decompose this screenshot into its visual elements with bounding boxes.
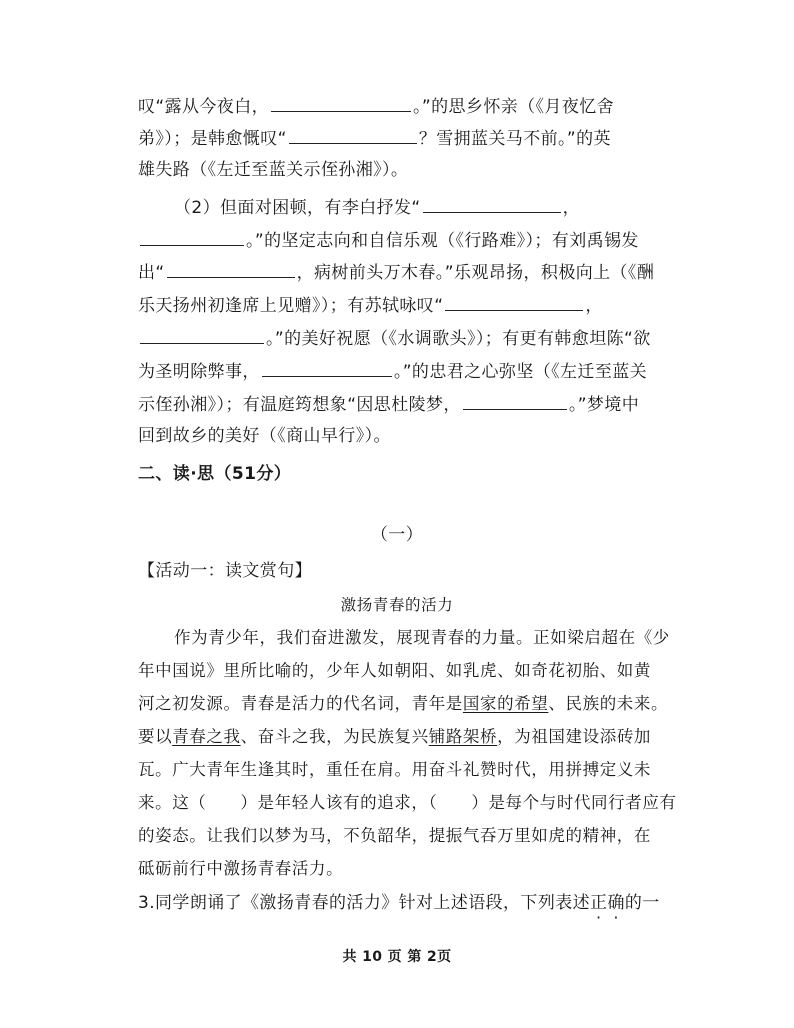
answer-blank[interactable] (167, 261, 295, 278)
text-line: 。”的坚定志向和自信乐观（《行路难》）；有刘禹锡发 (138, 229, 634, 252)
answer-blank[interactable] (140, 327, 264, 344)
answer-blank[interactable] (463, 393, 567, 410)
sub-heading: （一） (370, 525, 424, 545)
passage-title: 激扬青春的活力 (340, 596, 454, 614)
text-line: 回到故乡的美好（《商山早行》）。 (138, 426, 391, 446)
underlined-phrase: 铺路架桥 (428, 727, 498, 746)
underlined-phrase: 国家的希望 (462, 694, 549, 713)
answer-blank[interactable] (445, 294, 583, 311)
passage-line: 来。这（ ）是年轻人该有的追求，（ ）是每个与时代同行者应有 (138, 793, 677, 812)
underlined-phrase: 青春之我 (172, 727, 241, 746)
passage-line: 要以青春之我、奋斗之我，为民族复兴铺路架桥，为祖国建设添砖加 (138, 727, 652, 746)
answer-blank[interactable] (271, 95, 411, 112)
emphasis-char: 确 (607, 893, 625, 913)
text-line: 雄失路（《左迁至蓝关示侄孙湘》）。 (138, 160, 409, 180)
passage-line: 砥砺前行中激扬青春活力。 (138, 859, 344, 878)
passage-line: 作为青少年，我们奋进激发，展现青春的力量。正如梁启超在《少 (174, 628, 670, 647)
answer-blank[interactable] (140, 229, 244, 246)
text-line: 为圣明除弊事， 。”的忠君之心弥坚（《左迁至蓝关 (138, 362, 648, 382)
text-line: 叹“露从今夜白， 。”的思乡怀亲（《月夜忆舍 (138, 97, 615, 117)
text-line: 乐天扬州初逢席上见赠》）；有苏轼咏叹“ ， (138, 296, 603, 316)
passage-line: 的姿态。让我们以梦为马，不负韶华，提振气吞万里如虎的精神，在 (138, 826, 651, 845)
text-line: 出“ ，病树前头万木春。”乐观昂扬，积极向上（《酬 (138, 263, 655, 283)
text-line: 示侄孙湘》）；有温庭筠想象“因思杜陵梦， 。”梦境中 (138, 395, 640, 415)
text-line: 弟》）；是韩愈慨叹“ ？雪拥蓝关马不前。”的英 (138, 129, 611, 149)
page-footer: 共 10 页 第 2页 (342, 949, 452, 965)
answer-blank[interactable] (423, 196, 561, 213)
activity-label: 【活动一：读文赏句】 (138, 561, 312, 581)
answer-blank[interactable] (262, 360, 392, 377)
passage-line: 河之初发源。青春是活力的代名词，青年是国家的希望、民族的未来。 (138, 694, 669, 713)
passage-line: 年中国说》里所比喻的，少年人如朝阳、如乳虎、如奇花初胎、如黄 (138, 661, 651, 680)
emphasis-char: 正 (590, 893, 608, 913)
passage-line: 瓦。广大青年生逢其时，重任在肩。用奋斗礼赞时代，用拼搏定义未 (138, 760, 651, 779)
question-3: 3.同学朗诵了《激扬青春的活力》针对上述语段，下列表述正确的一 (138, 893, 660, 913)
text-line: （2）但面对困顿，有李白抒发“ ， (174, 198, 581, 218)
section-heading: 二、读·思（51分） (138, 464, 292, 484)
text-line: 。”的美好祝愿（《水调歌头》）；有更有韩愈坦陈“欲 (138, 327, 634, 350)
answer-blank[interactable] (289, 127, 417, 144)
